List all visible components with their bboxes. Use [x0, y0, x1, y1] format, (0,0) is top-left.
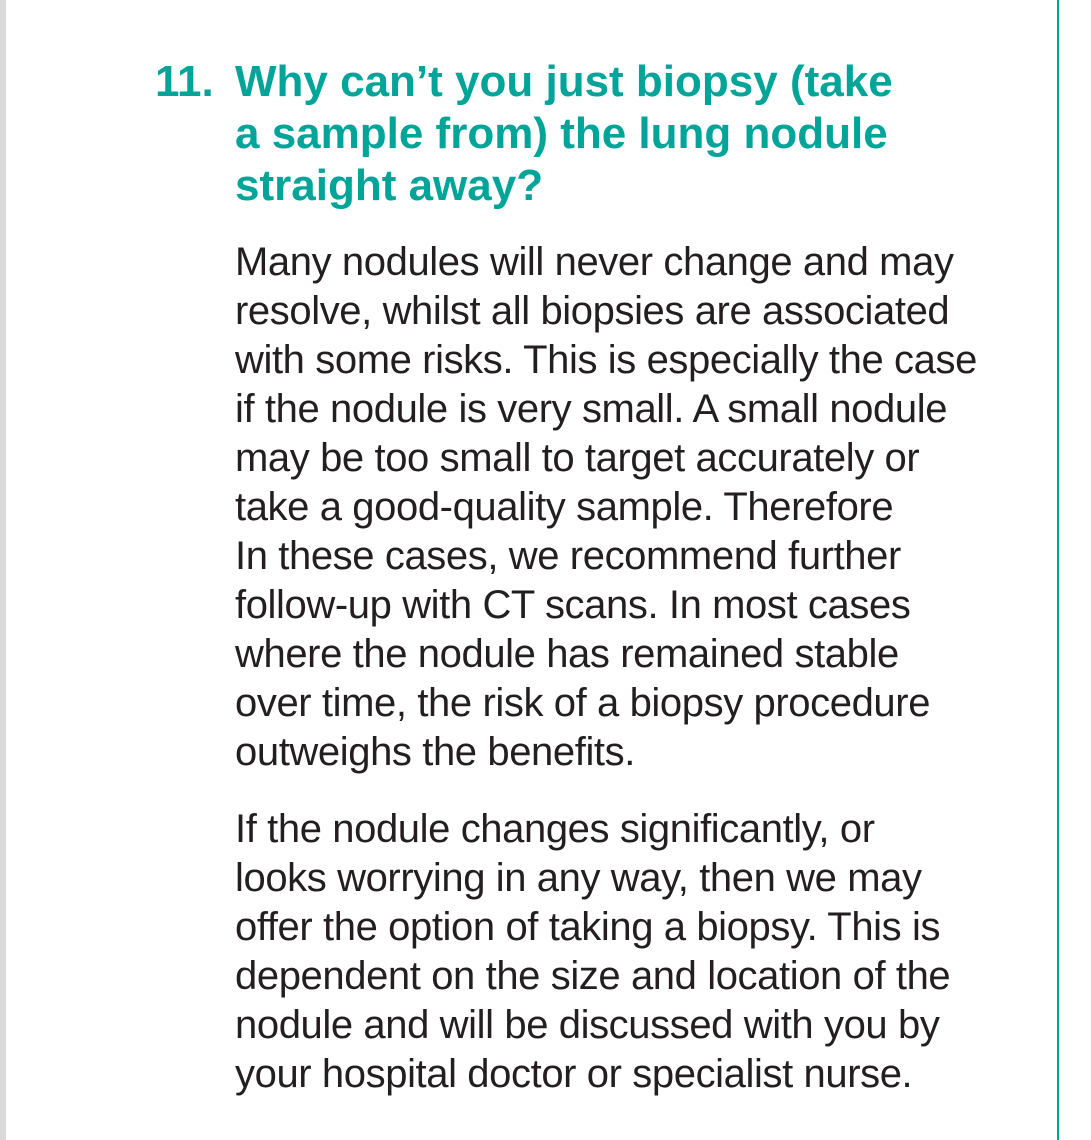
page-left-edge [0, 0, 6, 1140]
page-right-border [1057, 0, 1059, 1140]
answer-paragraph-1: Many nodules will never change and may resolve, whilst all biopsies are associated with some risks. This is especially the case if the nodule is very small. A small nodule may be too small to target accurately or take a good-quality sample. Therefore In these cases, we recommend further follow-up with CT scans. In most cases where the nodule has remained stable over time, the risk of a biopsy procedure outweighs the benefits. [235, 240, 977, 774]
answer-paragraph-2: If the nodule changes significantly, or looks worrying in any way, then we may offer the option of taking a biopsy. This is dependent on the size and location of the nodule and will be discussed with you by your hospital doctor or specialist nurse. [235, 807, 951, 1096]
question-number: 11. [155, 57, 214, 106]
question-heading [155, 56, 1035, 212]
question-text: Why can’t you just biopsy (take a sample from) the lung nodule straight away? [235, 57, 893, 210]
